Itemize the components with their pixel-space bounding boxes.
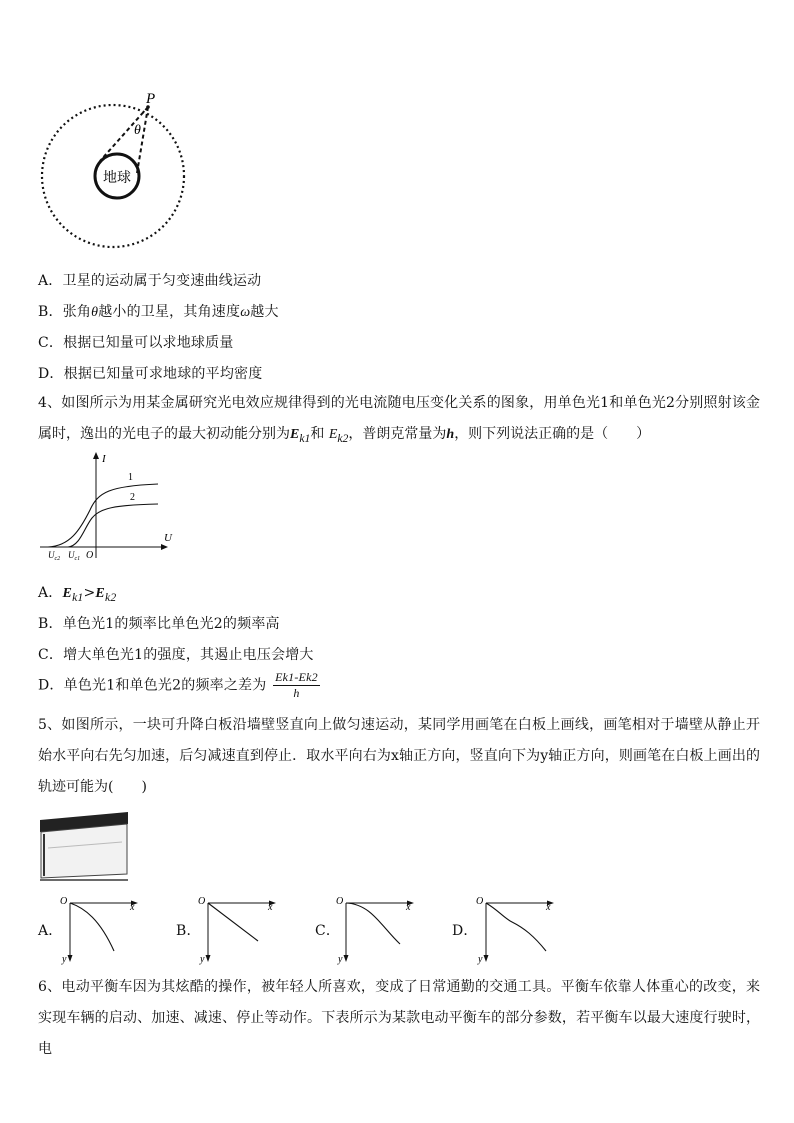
q4-stem: 4、如图所示为用某金属研究光电效应规律得到的光电流随电压变化关系的图象，用单色光1和单色光2分别照射该金属时，逸出的光电子的最大初动能分别为$E_{k1}$和 $E_{k2}$，普朗克常量为h，则下列说法正确的是（ ） [38, 395, 760, 445]
svg-text:y: y [200, 954, 205, 965]
trajectory-d [486, 903, 546, 951]
curve-1 [48, 484, 158, 547]
label-curve-2: 2 [130, 492, 135, 503]
trajectory-a [70, 903, 114, 951]
svg-text:y: y [62, 954, 67, 965]
label-p: P [146, 91, 156, 107]
q5-option-a-label[interactable]: A． [38, 923, 63, 939]
svg-text:x: x [406, 902, 411, 913]
q5-option-c-label[interactable]: C． [315, 923, 341, 939]
svg-text:x: x [130, 902, 135, 913]
q6-stem: 6、电动平衡车因为其炫酷的操作，被年轻人所喜欢，变成了日常通勤的交通工具。平衡车依靠人体重心的改变，来实现车辆的启动、加速、减速、停止等动作。下表所示为某款电动平衡车的部分参数，若平衡车以最大速度行驶时，电 [38, 979, 760, 1057]
whiteboard-surface [41, 824, 127, 878]
i-axis-arrow [93, 452, 99, 459]
svg-text:y: y [478, 954, 483, 965]
u-axis-arrow [161, 544, 168, 550]
label-uc1: $U_{c1}$ [68, 550, 81, 562]
q4-option-d[interactable]: D．单色光1和单色光2的频率之差为 $\frac{Ek1-Ek2}{h}$ [38, 670, 318, 700]
q5-stem: 5、如图所示，一块可升降白板沿墙壁竖直向上做匀速运动，某同学用画笔在白板上画线，画笔相对于墙壁从静止开始水平向右先匀加速，后匀减速直到停止．取水平向右为x轴正方向，竖直向下为y轴正方向，则画笔在白板上画出的轨迹可能为( ) [38, 717, 760, 795]
trajectory-b [208, 903, 258, 941]
q3-option-d[interactable]: D．根据已知量可求地球的平均密度 [38, 366, 263, 382]
q5-option-d-label[interactable]: D． [452, 923, 478, 939]
q5-option-b-label[interactable]: B． [176, 923, 201, 939]
q4-option-b[interactable]: B．单色光1的频率比单色光2的频率高 [38, 616, 280, 632]
photoelectric-graph [40, 450, 176, 562]
trajectory-c [346, 903, 400, 944]
svg-text:O: O [476, 896, 484, 907]
label-uc2: $U_{c2}$ [48, 550, 61, 562]
label-u: U [164, 532, 172, 544]
earth-satellite-figure [36, 90, 190, 254]
label-i: I [102, 453, 106, 465]
label-earth: 地球 [103, 171, 131, 186]
q5-graph-c[interactable] [336, 896, 426, 966]
q5-graph-b[interactable] [198, 896, 288, 966]
q3-option-a[interactable]: A．卫星的运动属于匀变速曲线运动 [38, 273, 262, 289]
svg-text:O: O [198, 896, 206, 907]
tangent-line-right [137, 107, 148, 173]
svg-text:x: x [546, 902, 551, 913]
svg-text:O: O [336, 896, 344, 907]
svg-text:x: x [268, 902, 273, 913]
label-theta: θ [134, 123, 141, 138]
q3-option-c[interactable]: C．根据已知量可以求地球质量 [38, 335, 234, 351]
frequency-difference-fraction: $\frac{Ek1-Ek2}{h}$ [275, 670, 318, 700]
whiteboard-image [38, 810, 130, 882]
q4-option-a[interactable]: A．$E_{k1}>E_{k2}$ [38, 585, 117, 604]
svg-text:y: y [338, 954, 343, 965]
svg-text:O: O [60, 896, 68, 907]
label-origin: O [86, 550, 94, 561]
label-curve-1: 1 [128, 472, 133, 483]
q3-option-b[interactable]: B．张角θ越小的卫星，其角速度ω越大 [38, 304, 279, 320]
q4-option-c[interactable]: C．增大单色光1的强度，其遏止电压会增大 [38, 647, 314, 663]
q5-graph-d[interactable] [476, 896, 566, 966]
q5-graph-a[interactable] [60, 896, 150, 966]
